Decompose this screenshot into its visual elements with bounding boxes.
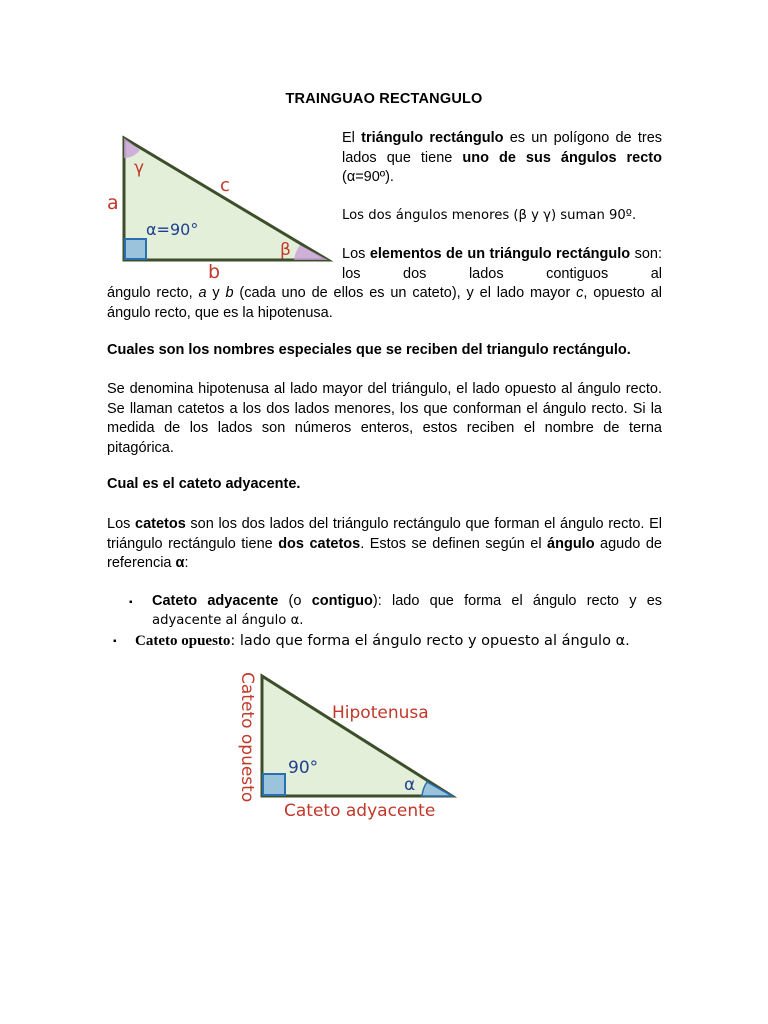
label-a: a xyxy=(107,192,119,214)
bullet-item-adyacente-cont: adyacente al ángulo α. xyxy=(152,613,304,628)
intro-paragraph-1: El triángulo rectángulo es un polígono de tres lados que tiene uno de sus ángulos recto (α=90º). xyxy=(342,130,663,185)
cateto-triangle-figure xyxy=(236,668,466,828)
beta-arc xyxy=(294,245,328,260)
label-b: b xyxy=(208,261,221,283)
label-hipotenusa: Hipotenusa xyxy=(332,703,429,723)
intro-paragraph-3: Los elementos de un triángulo rectángulo son: los dos lados contiguos al xyxy=(342,246,662,282)
right-triangle-figure xyxy=(104,132,336,284)
label-alpha: α xyxy=(404,775,416,795)
label-90: 90° xyxy=(288,758,319,778)
bullet-item-adyacente: Cateto adyacente (o contiguo): lado que forma el ángulo recto y es xyxy=(152,593,663,609)
section-body-catetos: Los catetos son los dos lados del triángulo rectángulo que forman el ángulo recto. El triángulo rectángulo tiene dos catetos. Estos se definen según el ángulo agudo de referencia α: xyxy=(107,516,662,571)
section-heading-nombres: Cuales son los nombres especiales que se reciben del triangulo rectángulo. xyxy=(107,342,631,358)
right-angle-marker xyxy=(125,239,146,259)
intro-paragraph-4: ángulo recto, a y b (cada uno de ellos es un cateto), y el lado mayor c, opuesto al ángulo recto, que es la hipotenusa. xyxy=(107,285,662,321)
right-angle-marker-2 xyxy=(263,774,285,795)
label-alpha-90: α=90° xyxy=(146,220,199,239)
label-gamma: γ xyxy=(134,158,145,178)
label-beta: β xyxy=(280,240,291,260)
page-title: TRAINGUAO RECTANGULO xyxy=(285,91,483,107)
triangle-shape xyxy=(124,138,328,260)
intro-paragraph-2: Los dos ángulos menores (β y γ) suman 90º. xyxy=(342,208,637,223)
bullet-item-opuesto: Cateto opuesto: lado que forma el ángulo recto y opuesto al ángulo α. xyxy=(135,633,630,649)
bullet-marker-1: ▪ xyxy=(129,597,133,608)
label-c: c xyxy=(220,175,230,196)
label-cateto-adyacente: Cateto adyacente xyxy=(284,801,436,821)
bullet-marker-2: ▪ xyxy=(113,636,117,647)
triangle-shape-2 xyxy=(262,676,452,796)
section-body-nombres: Se denomina hipotenusa al lado mayor del triángulo, el lado opuesto al ángulo recto. Se llaman catetos a los dos lados menores, los que conforman el ángulo recto. Si la medida de los lados son números enteros, estos reciben el nombre de terna pitagórica. xyxy=(107,381,662,456)
section-heading-cateto-adyacente: Cual es el cateto adyacente. xyxy=(107,476,301,492)
alpha-arc xyxy=(422,782,452,796)
label-cateto-opuesto: Cateto opuesto xyxy=(237,672,257,803)
